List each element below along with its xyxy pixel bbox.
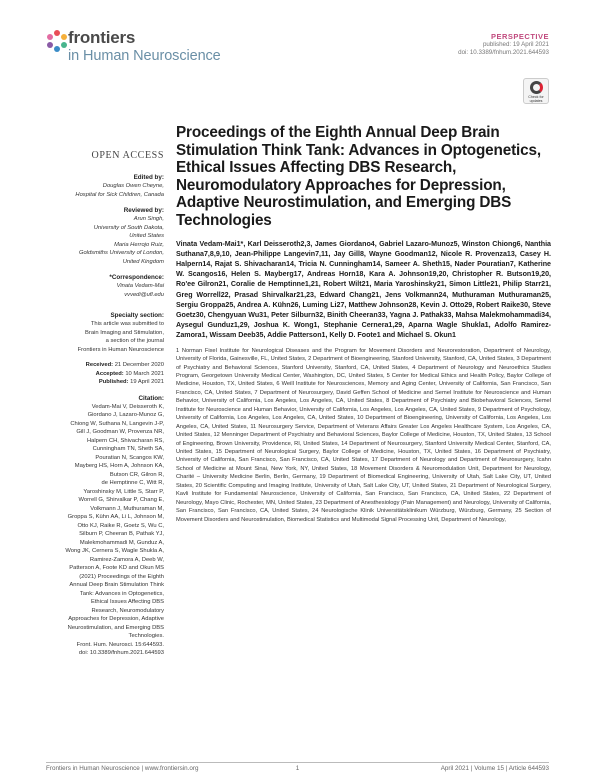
citation-text <box>46 403 164 658</box>
citation-line: Approaches for Depression, Adaptive <box>68 616 164 622</box>
citation-line: Neurostimulation, and Emerging DBS <box>67 624 164 631</box>
citation-line: Volkmann J, Muthuraman M, <box>90 505 164 512</box>
accepted-date <box>46 370 164 379</box>
journal-logo[interactable] <box>46 28 256 72</box>
specialty-line: Frontiers in Human Neuroscience <box>77 346 164 353</box>
footer-issue: April 2021 | Volume 15 | Article 644593 <box>440 765 549 772</box>
citation-line: Vedam-Mai V, Deisseroth K, <box>91 403 164 410</box>
correspondence-label: *Correspondence: <box>109 274 164 281</box>
correspondence-email[interactable]: vvvedi@ufl.edu <box>124 291 164 298</box>
edited-by-label: Edited by: <box>133 174 164 181</box>
specialty-label: Specialty section: <box>110 312 164 319</box>
published-value: 19 April 2021 <box>130 379 164 385</box>
article-main <box>176 124 551 524</box>
received-date <box>46 361 164 370</box>
editor-name: Douglas Owen Cheyne, <box>102 183 164 189</box>
reviewer-line: Arun Singh, <box>133 216 164 222</box>
reviewer-line: Maria Herrojo Ruiz, <box>114 241 164 248</box>
citation-line: Wong JK, Cernera S, Wagle Shukla A, <box>65 548 164 554</box>
citation-line: Front. Hum. Neurosci. 15:644593. <box>76 641 164 648</box>
citation-line: Silburn P, Cheeran B, Pathak YJ, <box>79 531 164 537</box>
article-meta <box>458 32 549 57</box>
reviewer-line: University of South Dakota, <box>93 224 164 231</box>
frontiers-logo-icon <box>46 30 68 52</box>
citation-line: Giordano J, Lazaro-Munoz G, <box>87 412 164 418</box>
citation-line: Chiong W, Suthana N, Langevin J-P, <box>70 420 164 427</box>
citation-line: Technologies. <box>128 633 164 639</box>
correspondence-name: Vinata Vedam-Mai <box>116 283 164 289</box>
check-updates-icon <box>530 81 543 94</box>
citation-line: de Hemptinne C, Witt R, <box>101 480 164 486</box>
article-sidebar <box>46 150 164 658</box>
reviewer-line: United Kingdom <box>122 258 164 265</box>
citation-line: Annual Deep Brain Stimulation Think <box>69 582 164 588</box>
citation-line: Ramirez-Zamora A, Deeb W, <box>89 556 164 563</box>
specialty-line: a section of the journal <box>105 338 164 344</box>
article-doi[interactable]: doi: 10.3389/fnhum.2021.644593 <box>458 49 549 56</box>
published-label: Published: <box>98 379 129 385</box>
editor-affiliation: Hospital for Sick Children, Canada <box>75 191 164 198</box>
reviewer-line: Goldsmiths University of London, <box>78 250 164 256</box>
footer-divider <box>46 762 549 763</box>
open-access-badge: OPEN ACCESS <box>91 150 164 161</box>
author-list: Vinata Vedam-Mai1*, Karl Deisseroth2,3, James Giordano4, Gabriel Lazaro-Munoz5, Winston Chiong6, Nanthia Suthana7,8,9,10, Jean-Philippe Langevin7,11, Jay Gill8, Wayne Goodman12, Nicole R. Provenza13, Casey H. Halpern14, Rajat S. Shivacharan14, Tricia N. Cunningham14, Sameer A. Sheth15, Nader Pouratian7, Katherine W. Scangos16, Helen S. Mayberg17, Andreas Horn18, Kara A. Johnson19,20, Christopher R. Butson19,20, Ro'ee Gilron21, Coralie de Hemptinne1,21, Robert Wilt21, Maria Yaroshinsky21, Simon Little21, Philip Starr21, Greg Worrell22, Prasad Shirvalkar21,23, Edward Chang21, Jens Volkmann24, Muthuraman Muthuraman25, Sergiu Groppa25, Andrea A. Kühn26, Luming Li27, Matthew Johnson28, Kevin J. Otto29, Robert Raike30, Steve Goetz30, Chengyuan Wu31, Peter Silburn32, Binith Cheeran33, Yagna J. Pathak33, Mahsa Malekmohammadi34, Aysegul Gunduz1,29, Joshua K. Wong1, Stephanie Cernera1,29, Aparna Wagle Shukla1, Adolfo Ramirez-Zamora1, Wissam Deeb35, Addie Patterson1, Kelly D. Foote1 and Michael S. Okun1 <box>176 239 551 340</box>
citation-line: Worrell G, Shirvalkar P, Chang E, <box>78 497 164 503</box>
page-number: 1 <box>295 765 300 772</box>
specialty-line: Brain Imaging and Stimulation, <box>85 329 164 336</box>
article-type: PERSPECTIVE <box>490 32 549 41</box>
citation-label: Citation: <box>138 394 164 402</box>
published-date: published: 19 April 2021 <box>482 41 549 48</box>
citation-line: Cunningham TN, Sheth SA, <box>92 446 164 452</box>
reviewed-by-label: Reviewed by: <box>123 207 164 214</box>
received-label: Received: <box>85 362 114 368</box>
citation-line: Ethical Issues Affecting DBS <box>90 599 164 605</box>
citation-line: Mayberg HS, Horn A, Johnson KA, <box>74 463 164 469</box>
accepted-value: 10 March 2021 <box>125 370 164 377</box>
affiliation-list: 1 Norman Fixel Institute for Neurological Diseases and the Program for Movement Disorders and Neurorestoration, Department of Neurology, University of Florida, Gainesville, FL, United States, 2 Department of Bioengineering, Stanford University, Stanford, CA, United States, 3 Department of Psychiatry and Behavioral Sciences, Stanford University, Stanford, CA, United States, 4 Department of Neurology and Neuroethics Studies Program, Georgetown University Medical Center, Washington, DC, United States, 5 Center for Medical Ethics and Health Policy, Baylor College of Medicine, Houston, TX, United States, 6 Weill Institute for Neurosciences, Memory and Aging Center, University of California, San Francisco, San Francisco, CA, United States, 7 Department of Neurosurgery, David Geffen School of Medicine and Semel Institute for Neuroscience and Human Behavior, University of California, Los Angeles, Los Angeles, CA, United States, 8 Department of Psychiatry and Biobehavioral Sciences, Semel Institute for Neuroscience and Human Behavior, University of California, Los Angeles, Los Angeles, CA, United States, 9 Department of Psychology, University of California, Los Angeles, Los Angeles, CA, United States, 10 Department of Bioengineering, University of California, Los Angeles, Los Angeles, CA, United States, 11 Neurosurgery Service, Department of Veterans Affairs Greater Los Angeles Healthcare System, Los Angeles, CA, United States, 12 Menninger Department of Psychiatry and Behavioral Sciences, Baylor College of Medicine, Houston, TX, United States, 13 School of Engineering, Brown University, Providence, RI, United States, 14 Department of Neurosurgery, Stanford University Medical Center, Stanford, CA, United States, 15 Department of Neurological Surgery, Baylor College of Medicine, Houston, TX, United States, 16 Department of Psychiatry, University of California, San Francisco, San Francisco, CA, United States, 17 Department of Neurology and Department of Neurosurgery, Icahn School of Medicine at Mount Sinai, New York, NY, United States, 18 Movement Disorders & Neuromodulation Unit, Department for Neurology, Charité – University Medicine Berlin, Berlin, Germany, 19 Department of Biomedical Engineering, University of Utah, Salt Lake City, UT, United States, 20 Scientific Computing and Imaging Institute, University of Utah, Salt Lake City, UT, United States, 21 Department of Neurological Surgery, Kavli Institute for Fundamental Neuroscience, University of California, San Francisco, San Francisco, CA, United States, 22 Department of Neurology, Mayo Clinic, Rochester, MN, United States, 23 Department of Anesthesiology (Pain Management) and Neurology, University of California, San Francisco, San Francisco, CA, United States, 24 Neurologische Klinik Universitätsklinikum Würzburg, Würzburg, Germany, 25 Section of Movement Disorders and Neurostimulation, Biomedical Statistics and Multimodal Signal Processing Unit, Department of Neurology, <box>176 347 551 523</box>
check-updates-label: Check for updates <box>528 95 544 103</box>
citation-line: (2021) Proceedings of the Eighth <box>79 573 164 580</box>
citation-line: Pouratian N, Scangos KW, <box>95 454 164 461</box>
citation-line: Gill J, Goodman W, Provenza NR, <box>76 429 164 435</box>
check-for-updates-button[interactable] <box>523 78 549 104</box>
published-date-sidebar <box>46 378 164 387</box>
citation-line: Research, Neuromodulatory <box>91 607 164 614</box>
citation-line: Tank: Advances in Optogenetics, <box>79 590 164 597</box>
citation-line: Halpern CH, Shivacharan RS, <box>86 437 164 444</box>
citation-line: Groppa S, Kühn AA, Li L, Johnson M, <box>67 514 164 520</box>
citation-line: Malekmohammadi M, Gunduz A, <box>79 539 164 546</box>
received-value: 21 December 2020 <box>114 362 164 368</box>
citation-line: Butson CR, Gilron R, <box>109 471 164 478</box>
reviewer-line: United States <box>129 233 164 239</box>
citation-line: Yaroshinsky M, Little S, Starr P, <box>83 488 164 495</box>
logo-wordmark: frontiers <box>68 28 136 47</box>
accepted-label: Accepted: <box>95 370 124 377</box>
footer-journal[interactable]: Frontiers in Human Neuroscience | www.frontiersin.org <box>46 765 199 772</box>
citation-line: doi: 10.3389/fnhum.2021.644593 <box>78 650 164 656</box>
article-title: Proceedings of the Eighth Annual Deep Brain Stimulation Think Tank: Advances in Optogenetics, Ethical Issues Affecting DBS Research, Neuromodulatory Approaches for Depression, Adaptive Neurostimulation, and Emerging DBS Technologies <box>176 124 541 229</box>
citation-line: Patterson A, Foote KD and Okun MS <box>69 565 164 571</box>
journal-name: in Human Neuroscience <box>68 48 221 64</box>
citation-line: Otto KJ, Raike R, Goetz S, Wu C, <box>77 522 164 529</box>
specialty-line: This article was submitted to <box>90 321 164 327</box>
